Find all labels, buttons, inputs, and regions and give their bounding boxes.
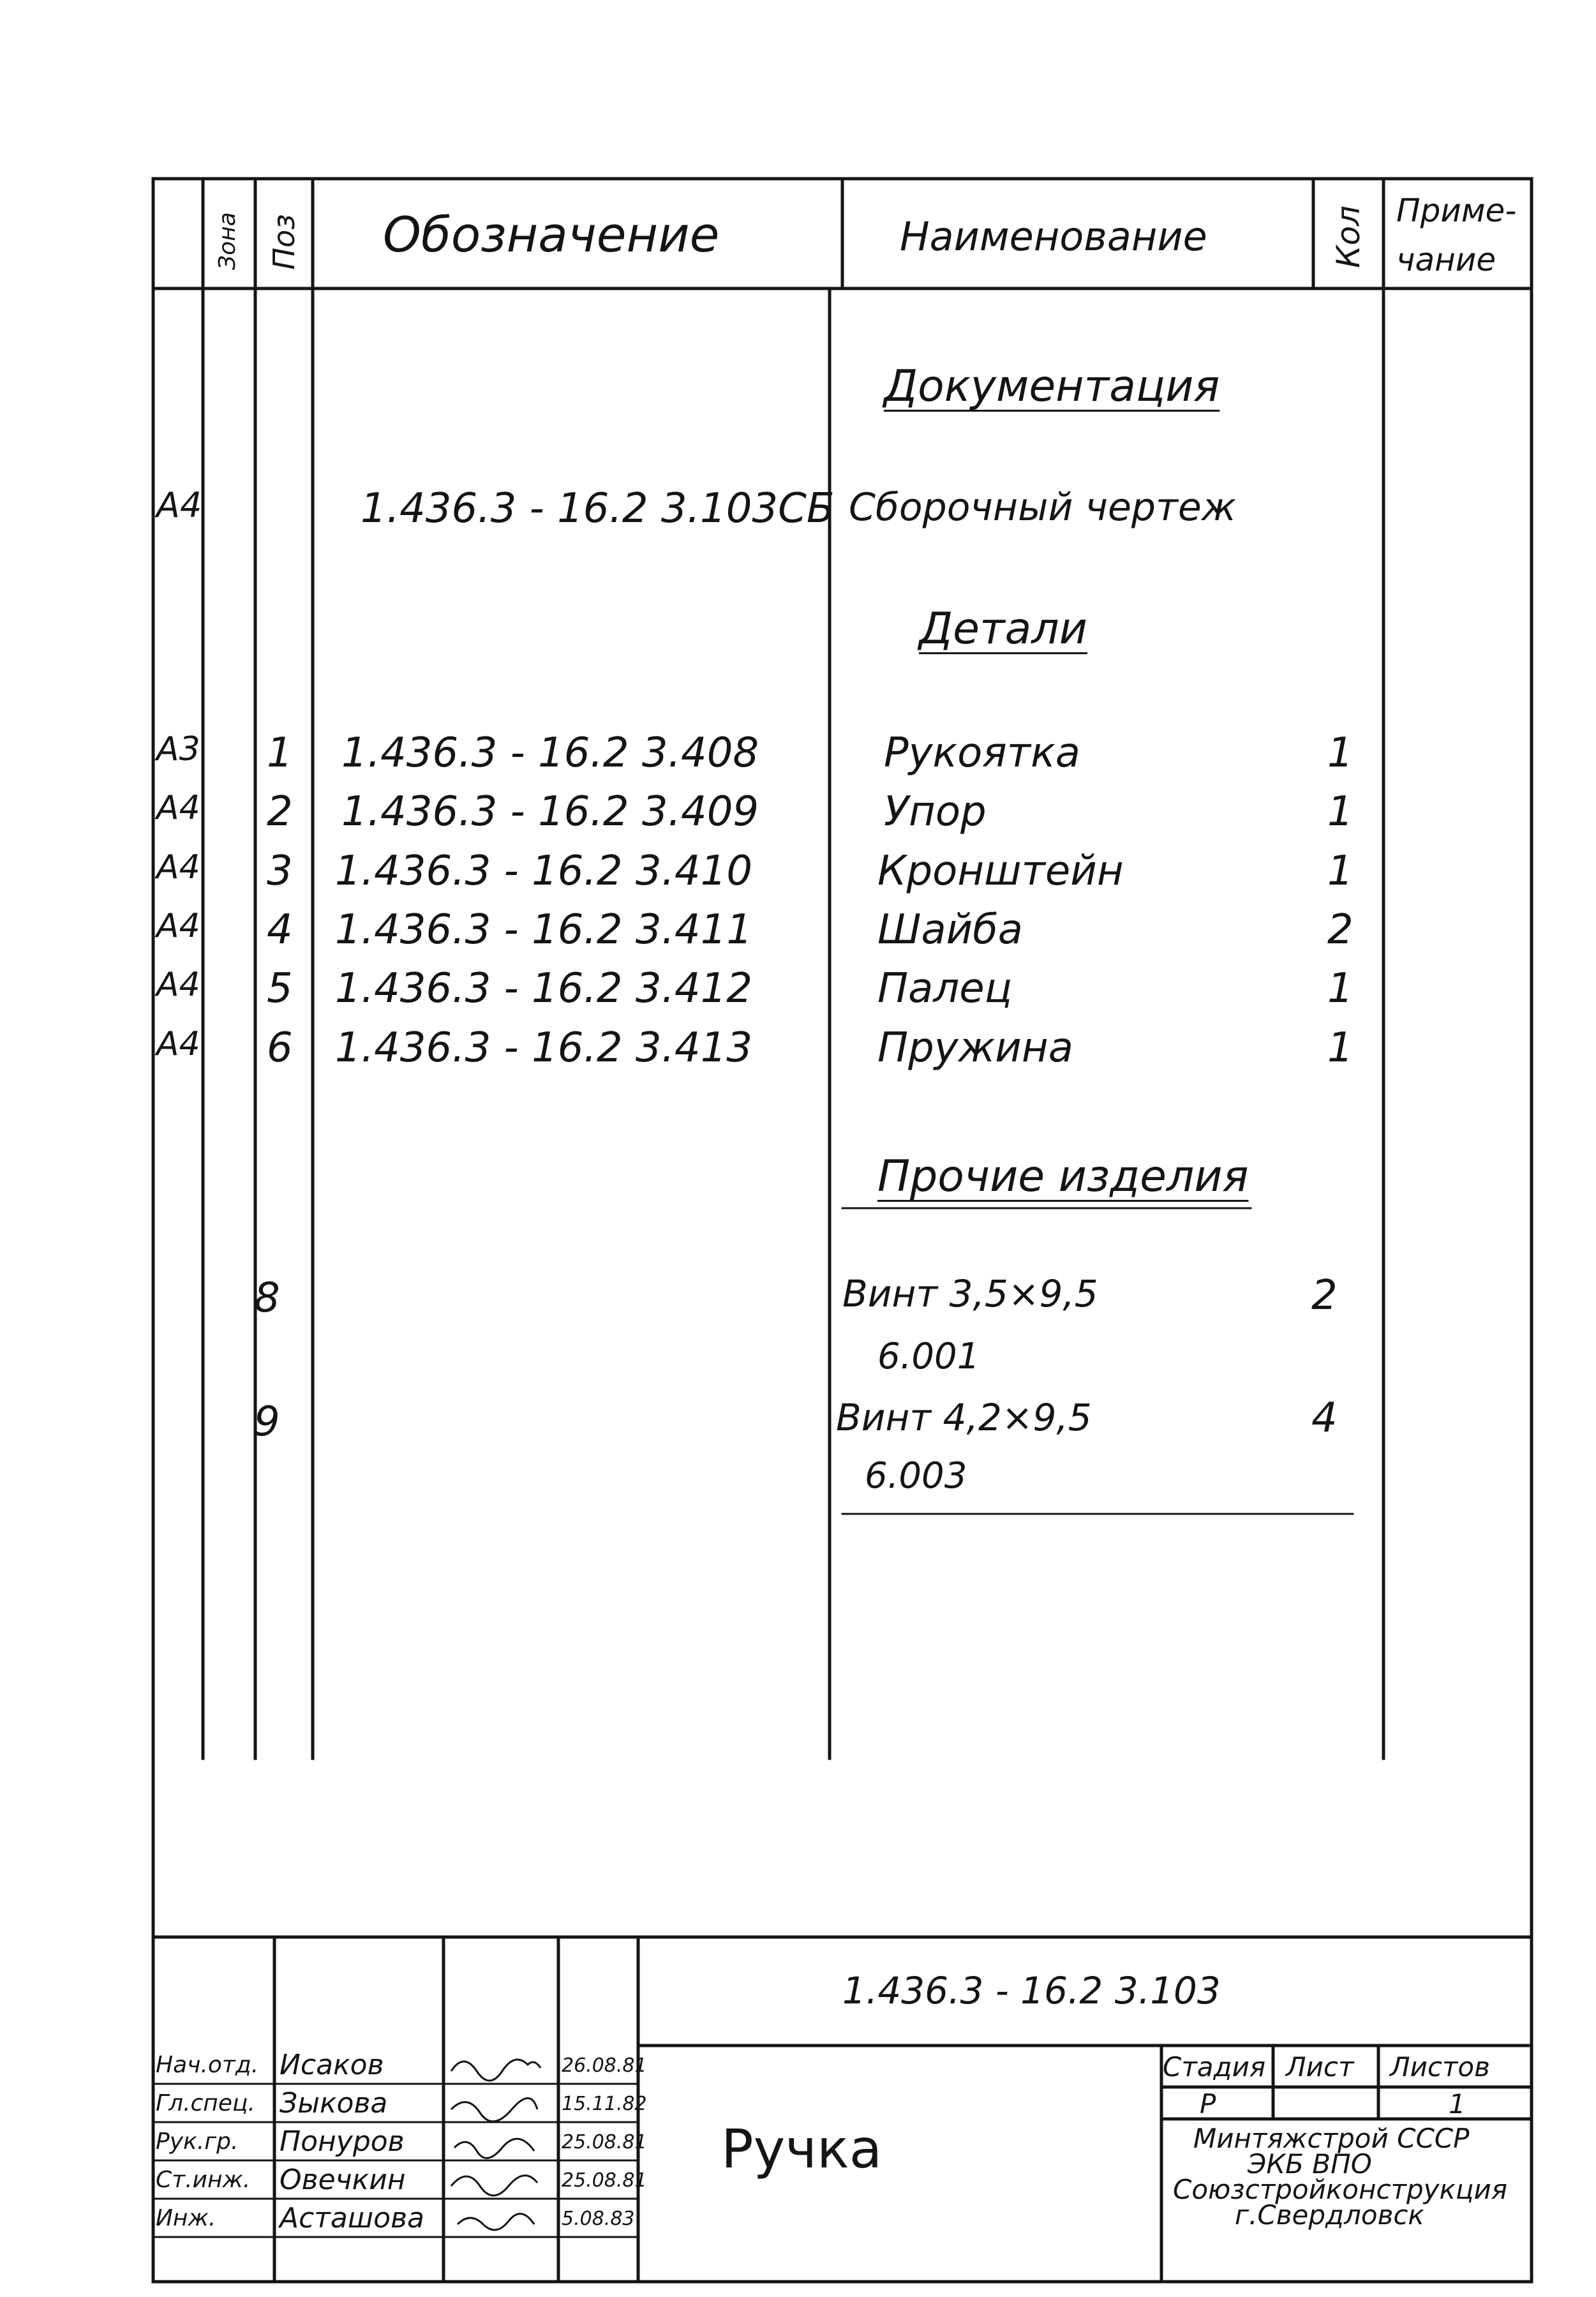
sign-date: 25.08.81 [562,2131,647,2153]
part-designation: 1.436.3 - 16.2 3.411 [335,906,753,954]
sign-date: 26.08.81 [562,2054,647,2077]
part-designation: 1.436.3 - 16.2 3.412 [335,965,753,1012]
part-pos: 4 [267,906,293,954]
stage-label: Стадия [1163,2051,1266,2083]
sign-date: 5.08.83 [562,2208,635,2230]
doc-number: 1.436.3 - 16.2 3.103 [842,1969,1221,2012]
part-pos: 1 [267,730,293,777]
part-format: А4 [156,789,200,827]
header-pos: Поз [267,214,301,270]
other-code: 6.001 [877,1336,980,1377]
part-format: А4 [156,1025,200,1063]
other-pos: 9 [254,1398,280,1446]
role: Инж. [156,2205,216,2231]
role: Гл.спец. [156,2090,255,2116]
signer-name: Исаков [280,2049,384,2081]
part-qty: 1 [1327,1024,1354,1072]
doc-name: Сборочный чертеж [849,485,1236,530]
part-name: Пружина [877,1024,1073,1072]
part-name: Кронштейн [877,848,1124,895]
other-pos: 8 [254,1275,280,1322]
org-line-3: Союзстройконструкция [1173,2174,1508,2205]
part-qty: 1 [1327,788,1354,835]
part-qty: 1 [1327,730,1354,777]
part-qty: 2 [1327,906,1354,954]
sign-date: 15.11.82 [562,2093,647,2115]
sheets-value: 1 [1449,2088,1466,2120]
part-pos: 6 [267,1024,293,1072]
role: Ст.инж. [156,2167,251,2193]
part-qty: 1 [1327,965,1354,1012]
section-documentation: Документация [884,361,1220,412]
sign-date: 25.08.81 [562,2169,647,2192]
section-parts: Детали [919,604,1087,654]
header-designation: Обозначение [383,206,720,263]
other-name: Винт 4,2×9,5 [836,1396,1092,1439]
part-designation: 1.436.3 - 16.2 3.410 [335,848,753,895]
part-name: Упор [884,788,987,835]
part-name: Палец [877,965,1013,1012]
header-qty: Кол [1330,205,1367,269]
part-pos: 5 [267,965,293,1012]
signer-name: Зыкова [280,2087,388,2120]
role: Рук.гр. [156,2129,239,2155]
header-name: Наименование [900,213,1207,260]
signer-name: Понуров [280,2125,405,2158]
other-name: Винт 3,5×9,5 [842,1272,1098,1315]
part-qty: 1 [1327,848,1354,895]
header-note-line1: Приме- [1396,192,1517,229]
part-name: Рукоятка [884,730,1080,777]
part-pos: 3 [267,848,293,895]
org-line-4: г.Свердловск [1235,2199,1424,2231]
header-note-line2: чание [1396,241,1496,278]
part-designation: 1.436.3 - 16.2 3.409 [341,788,759,835]
other-code: 6.003 [865,1455,967,1497]
other-qty: 2 [1311,1272,1338,1319]
part-format: А3 [156,730,200,768]
other-qty: 4 [1311,1395,1338,1442]
header-zone: Зона [214,212,241,270]
part-designation: 1.436.3 - 16.2 3.413 [335,1024,753,1072]
part-pos: 2 [267,788,293,835]
org-line-1: Минтяжстрой СССР [1193,2123,1470,2154]
signatures-drawing [445,2046,560,2237]
sheet-label: Лист [1286,2051,1354,2083]
part-format: А4 [156,907,200,945]
part-format: А4 [156,966,200,1004]
part-name: Шайба [877,906,1023,954]
drawing-title: Ручка [721,2118,883,2180]
signer-name: Асташова [280,2202,424,2234]
stage-value: Р [1200,2088,1216,2120]
doc-format: А4 [156,485,202,525]
sheets-label: Листов [1390,2051,1490,2083]
part-format: А4 [156,848,200,887]
part-designation: 1.436.3 - 16.2 3.408 [341,730,759,777]
role: Нач.отд. [156,2052,259,2078]
org-line-2: ЭКБ ВПО [1248,2148,1372,2180]
section-other: Прочие изделия [877,1151,1249,1202]
doc-designation: 1.436.3 - 16.2 3.103СБ [361,485,835,532]
signer-name: Овечкин [280,2164,406,2196]
